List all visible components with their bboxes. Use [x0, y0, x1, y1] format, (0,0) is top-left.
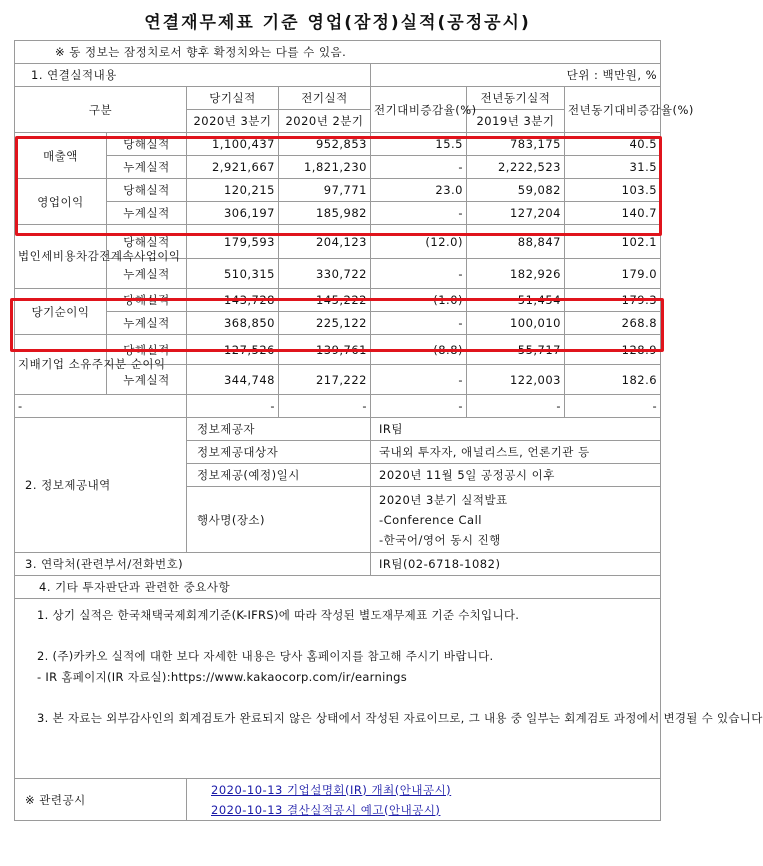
cell-yoy-change: 31.5	[565, 156, 661, 179]
row-type: 누계실적	[107, 365, 187, 395]
info-value: 국내외 투자자, 애널리스트, 언론기관 등	[371, 441, 661, 464]
page-title: 연결재무제표 기준 영업(잠정)실적(공정공시)	[144, 13, 531, 33]
info-value: 2020년 11월 5일 공정공시 이후	[371, 464, 661, 487]
dash-cell: -	[467, 395, 565, 418]
row-type: 누계실적	[107, 259, 187, 289]
cell-previous: 952,853	[279, 133, 371, 156]
note-1: 1. 상기 실적은 한국채택국제회계기준(K-IFRS)에 따라 작성된 별도재무제표 기준 수치입니다.	[37, 608, 520, 622]
notice-text: ※ 동 정보는 잠정치로서 향후 확정치와는 다를 수 있음.	[15, 41, 661, 64]
cell-previous: 97,771	[279, 179, 371, 202]
header-category: 구분	[15, 87, 187, 133]
cell-yoy-change: 128.9	[565, 335, 661, 365]
dash-cell: -	[565, 395, 661, 418]
row-type: 누계실적	[107, 312, 187, 335]
cell-yoy-change: 179.3	[565, 289, 661, 312]
cell-qoq: -	[371, 312, 467, 335]
cell-current: 510,315	[187, 259, 279, 289]
cell-qoq: -	[371, 156, 467, 179]
table-row	[15, 312, 661, 335]
section1-label: 1. 연결실적내용	[15, 64, 371, 87]
cell-previous: 185,982	[279, 202, 371, 225]
cell-qoq: (1.0)	[371, 289, 467, 312]
cell-yoy: 783,175	[467, 133, 565, 156]
cell-yoy-change: 140.7	[565, 202, 661, 225]
disclosure-table	[14, 40, 763, 821]
cell-previous: 330,722	[279, 259, 371, 289]
cell-qoq: 23.0	[371, 179, 467, 202]
table-row	[15, 179, 661, 202]
row-type: 당해실적	[107, 335, 187, 365]
dash-cell: -	[279, 395, 371, 418]
event-value	[371, 487, 661, 553]
cell-current: 1,100,437	[187, 133, 279, 156]
event-line: 2020년 3분기 실적발표	[379, 492, 508, 507]
cell-qoq: -	[371, 259, 467, 289]
cell-current: 120,215	[187, 179, 279, 202]
row-type: 당해실적	[107, 289, 187, 312]
note-3: 3. 본 자료는 외부감사인의 회계검토가 완료되지 않은 상태에서 작성된 자료이므로, 그 내용 중 일부는 회계검토 과정에서 변경될 수 있습니다	[37, 711, 763, 725]
cell-current: 368,850	[187, 312, 279, 335]
cell-current: 127,526	[187, 335, 279, 365]
event-key: 행사명(장소)	[187, 487, 371, 553]
table-row	[15, 225, 661, 259]
related-links	[187, 779, 661, 821]
header-yoy-period: 2019년 3분기	[467, 110, 565, 133]
group-name: 당기순이익	[15, 289, 107, 335]
cell-yoy: 122,003	[467, 365, 565, 395]
cell-yoy: 182,926	[467, 259, 565, 289]
related-link-ir-event[interactable]: 2020-10-13 기업설명회(IR) 개최(안내공시)	[211, 782, 452, 797]
header-previous-period: 2020년 2분기	[279, 110, 371, 133]
contact-value: IR팀(02-6718-1082)	[371, 553, 661, 576]
cell-qoq: -	[371, 202, 467, 225]
header-current: 당기실적	[187, 87, 279, 110]
cell-current: 344,748	[187, 365, 279, 395]
table-row	[15, 289, 661, 312]
info-key: 정보제공대상자	[187, 441, 371, 464]
cell-yoy: 88,847	[467, 225, 565, 259]
cell-previous: 139,761	[279, 335, 371, 365]
section4-label: 4. 기타 투자판단과 관련한 중요사항	[15, 576, 661, 599]
cell-previous: 217,222	[279, 365, 371, 395]
cell-previous: 1,821,230	[279, 156, 371, 179]
table-row	[15, 133, 661, 156]
header-yoy-change: 전년동기대비증감율(%)	[565, 87, 661, 133]
unit-label: 단위 : 백만원, %	[371, 64, 661, 87]
cell-yoy-change: 102.1	[565, 225, 661, 259]
event-line: -한국어/영어 동시 진행	[379, 532, 501, 547]
dash-cell: -	[15, 395, 187, 418]
notes-block	[15, 599, 763, 779]
cell-yoy: 55,717	[467, 335, 565, 365]
cell-yoy: 127,204	[467, 202, 565, 225]
dash-cell: -	[187, 395, 279, 418]
row-type: 누계실적	[107, 156, 187, 179]
section2-label: 2. 정보제공내역	[15, 418, 187, 553]
related-label: ※ 관련공시	[15, 779, 187, 821]
info-value: IR팀	[371, 418, 661, 441]
note-2: 2. (주)카카오 실적에 대한 보다 자세한 내용은 당사 홈페이지를 참고해 주시기 바랍니다.	[37, 649, 494, 663]
cell-previous: 225,122	[279, 312, 371, 335]
cell-current: 306,197	[187, 202, 279, 225]
dash-cell: -	[371, 395, 467, 418]
table-row	[15, 335, 661, 365]
cell-previous: 145,222	[279, 289, 371, 312]
cell-current: 2,921,667	[187, 156, 279, 179]
section3-label: 3. 연락처(관련부서/전화번호)	[15, 553, 371, 576]
cell-yoy: 51,454	[467, 289, 565, 312]
row-type: 당해실적	[107, 225, 187, 259]
cell-qoq: (12.0)	[371, 225, 467, 259]
cell-current: 179,593	[187, 225, 279, 259]
cell-yoy-change: 182.6	[565, 365, 661, 395]
cell-yoy-change: 268.8	[565, 312, 661, 335]
related-link-earnings-notice[interactable]: 2020-10-13 결산실적공시 예고(안내공시)	[211, 802, 441, 817]
group-name: 법인세비용차감전계속사업이익	[15, 225, 107, 289]
cell-qoq: -	[371, 365, 467, 395]
cell-yoy-change: 179.0	[565, 259, 661, 289]
row-type: 누계실적	[107, 202, 187, 225]
cell-yoy: 2,222,523	[467, 156, 565, 179]
header-qoq: 전기대비증감율(%)	[371, 87, 467, 133]
header-current-period: 2020년 3분기	[187, 110, 279, 133]
table-row	[15, 202, 661, 225]
row-type: 당해실적	[107, 179, 187, 202]
table-row	[15, 395, 661, 418]
group-name: 영업이익	[15, 179, 107, 225]
cell-yoy: 100,010	[467, 312, 565, 335]
header-yoy-actual: 전년동기실적	[467, 87, 565, 110]
cell-yoy-change: 103.5	[565, 179, 661, 202]
table-row	[15, 156, 661, 179]
group-name: 지배기업 소유주지분 순이익	[15, 335, 107, 395]
cell-yoy-change: 40.5	[565, 133, 661, 156]
cell-current: 143,728	[187, 289, 279, 312]
info-key: 정보제공자	[187, 418, 371, 441]
cell-yoy: 59,082	[467, 179, 565, 202]
cell-qoq: 15.5	[371, 133, 467, 156]
cell-qoq: (8.8)	[371, 335, 467, 365]
note-2-link: - IR 홈페이지(IR 자료실):https://www.kakaocorp.com/ir/earnings	[37, 670, 408, 684]
cell-previous: 204,123	[279, 225, 371, 259]
info-key: 정보제공(예정)일시	[187, 464, 371, 487]
event-line: -Conference Call	[379, 512, 482, 527]
table-row	[15, 259, 661, 289]
row-type: 당해실적	[107, 133, 187, 156]
header-previous: 전기실적	[279, 87, 371, 110]
group-name: 매출액	[15, 133, 107, 179]
